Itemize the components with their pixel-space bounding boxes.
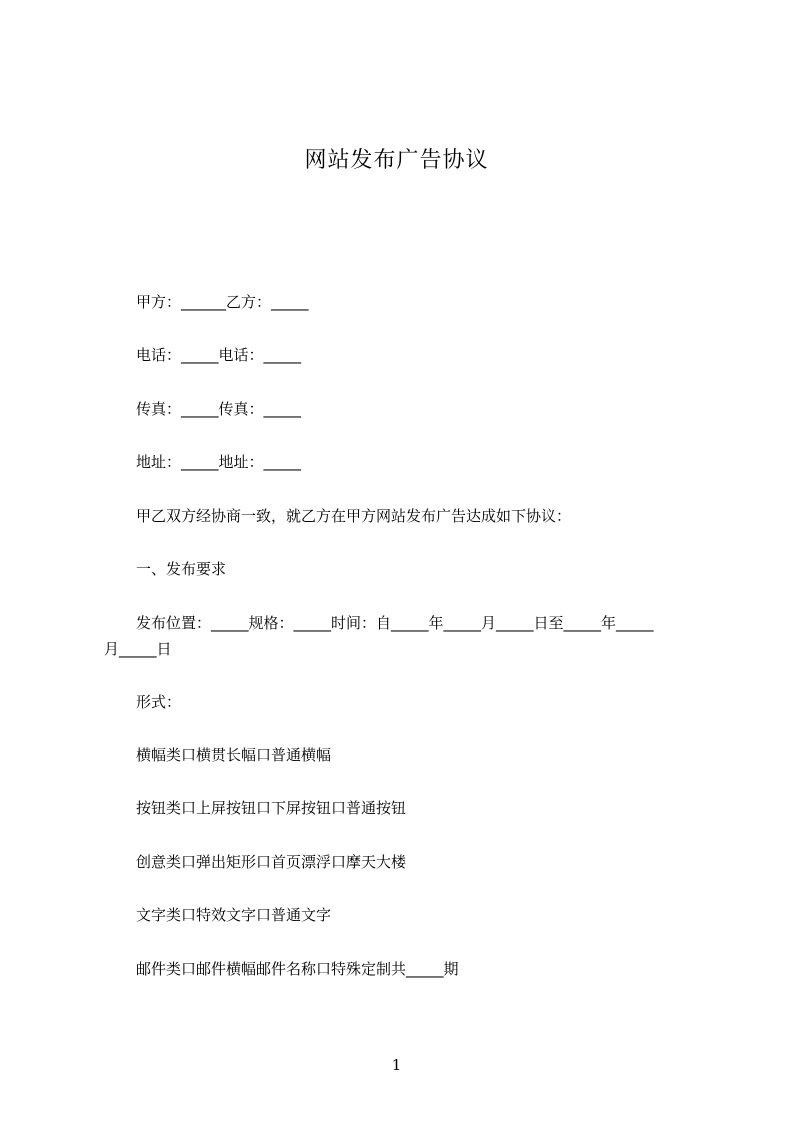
fax-line: 传真：_____传真：_____ [136, 400, 302, 418]
banner-type-options: 横幅类口横贯长幅口普通横幅 [136, 746, 332, 764]
document-title: 网站发布广告协议 [304, 148, 489, 173]
button-type-options: 按钮类口上屏按钮口下屏按钮口普通按钮 [136, 799, 407, 817]
creative-type-options: 创意类口弹出矩形口首页漂浮口摩天大楼 [136, 853, 407, 871]
party-names-line: 甲方：______乙方：_____ [136, 293, 309, 311]
address-line: 地址：_____地址：_____ [136, 453, 302, 471]
phone-line: 电话：_____电话：_____ [136, 346, 302, 364]
email-type-options: 邮件类口邮件横幅邮件名称口特殊定制共_____期 [136, 960, 459, 978]
form-label: 形式： [136, 693, 182, 711]
publish-details-line-2: 月_____日 [104, 640, 172, 658]
text-type-options: 文字类口特效文字口普通文字 [136, 906, 332, 924]
agreement-intro: 甲乙双方经协商一致，就乙方在甲方网站发布广告达成如下协议： [136, 507, 572, 525]
section-heading-publish-requirements: 一、发布要求 [136, 560, 227, 578]
publish-details-line-1: 发布位置：_____规格：_____时间：自_____年_____月_____日至_____年_____ [136, 614, 654, 632]
page-number: 1 [391, 1056, 402, 1074]
